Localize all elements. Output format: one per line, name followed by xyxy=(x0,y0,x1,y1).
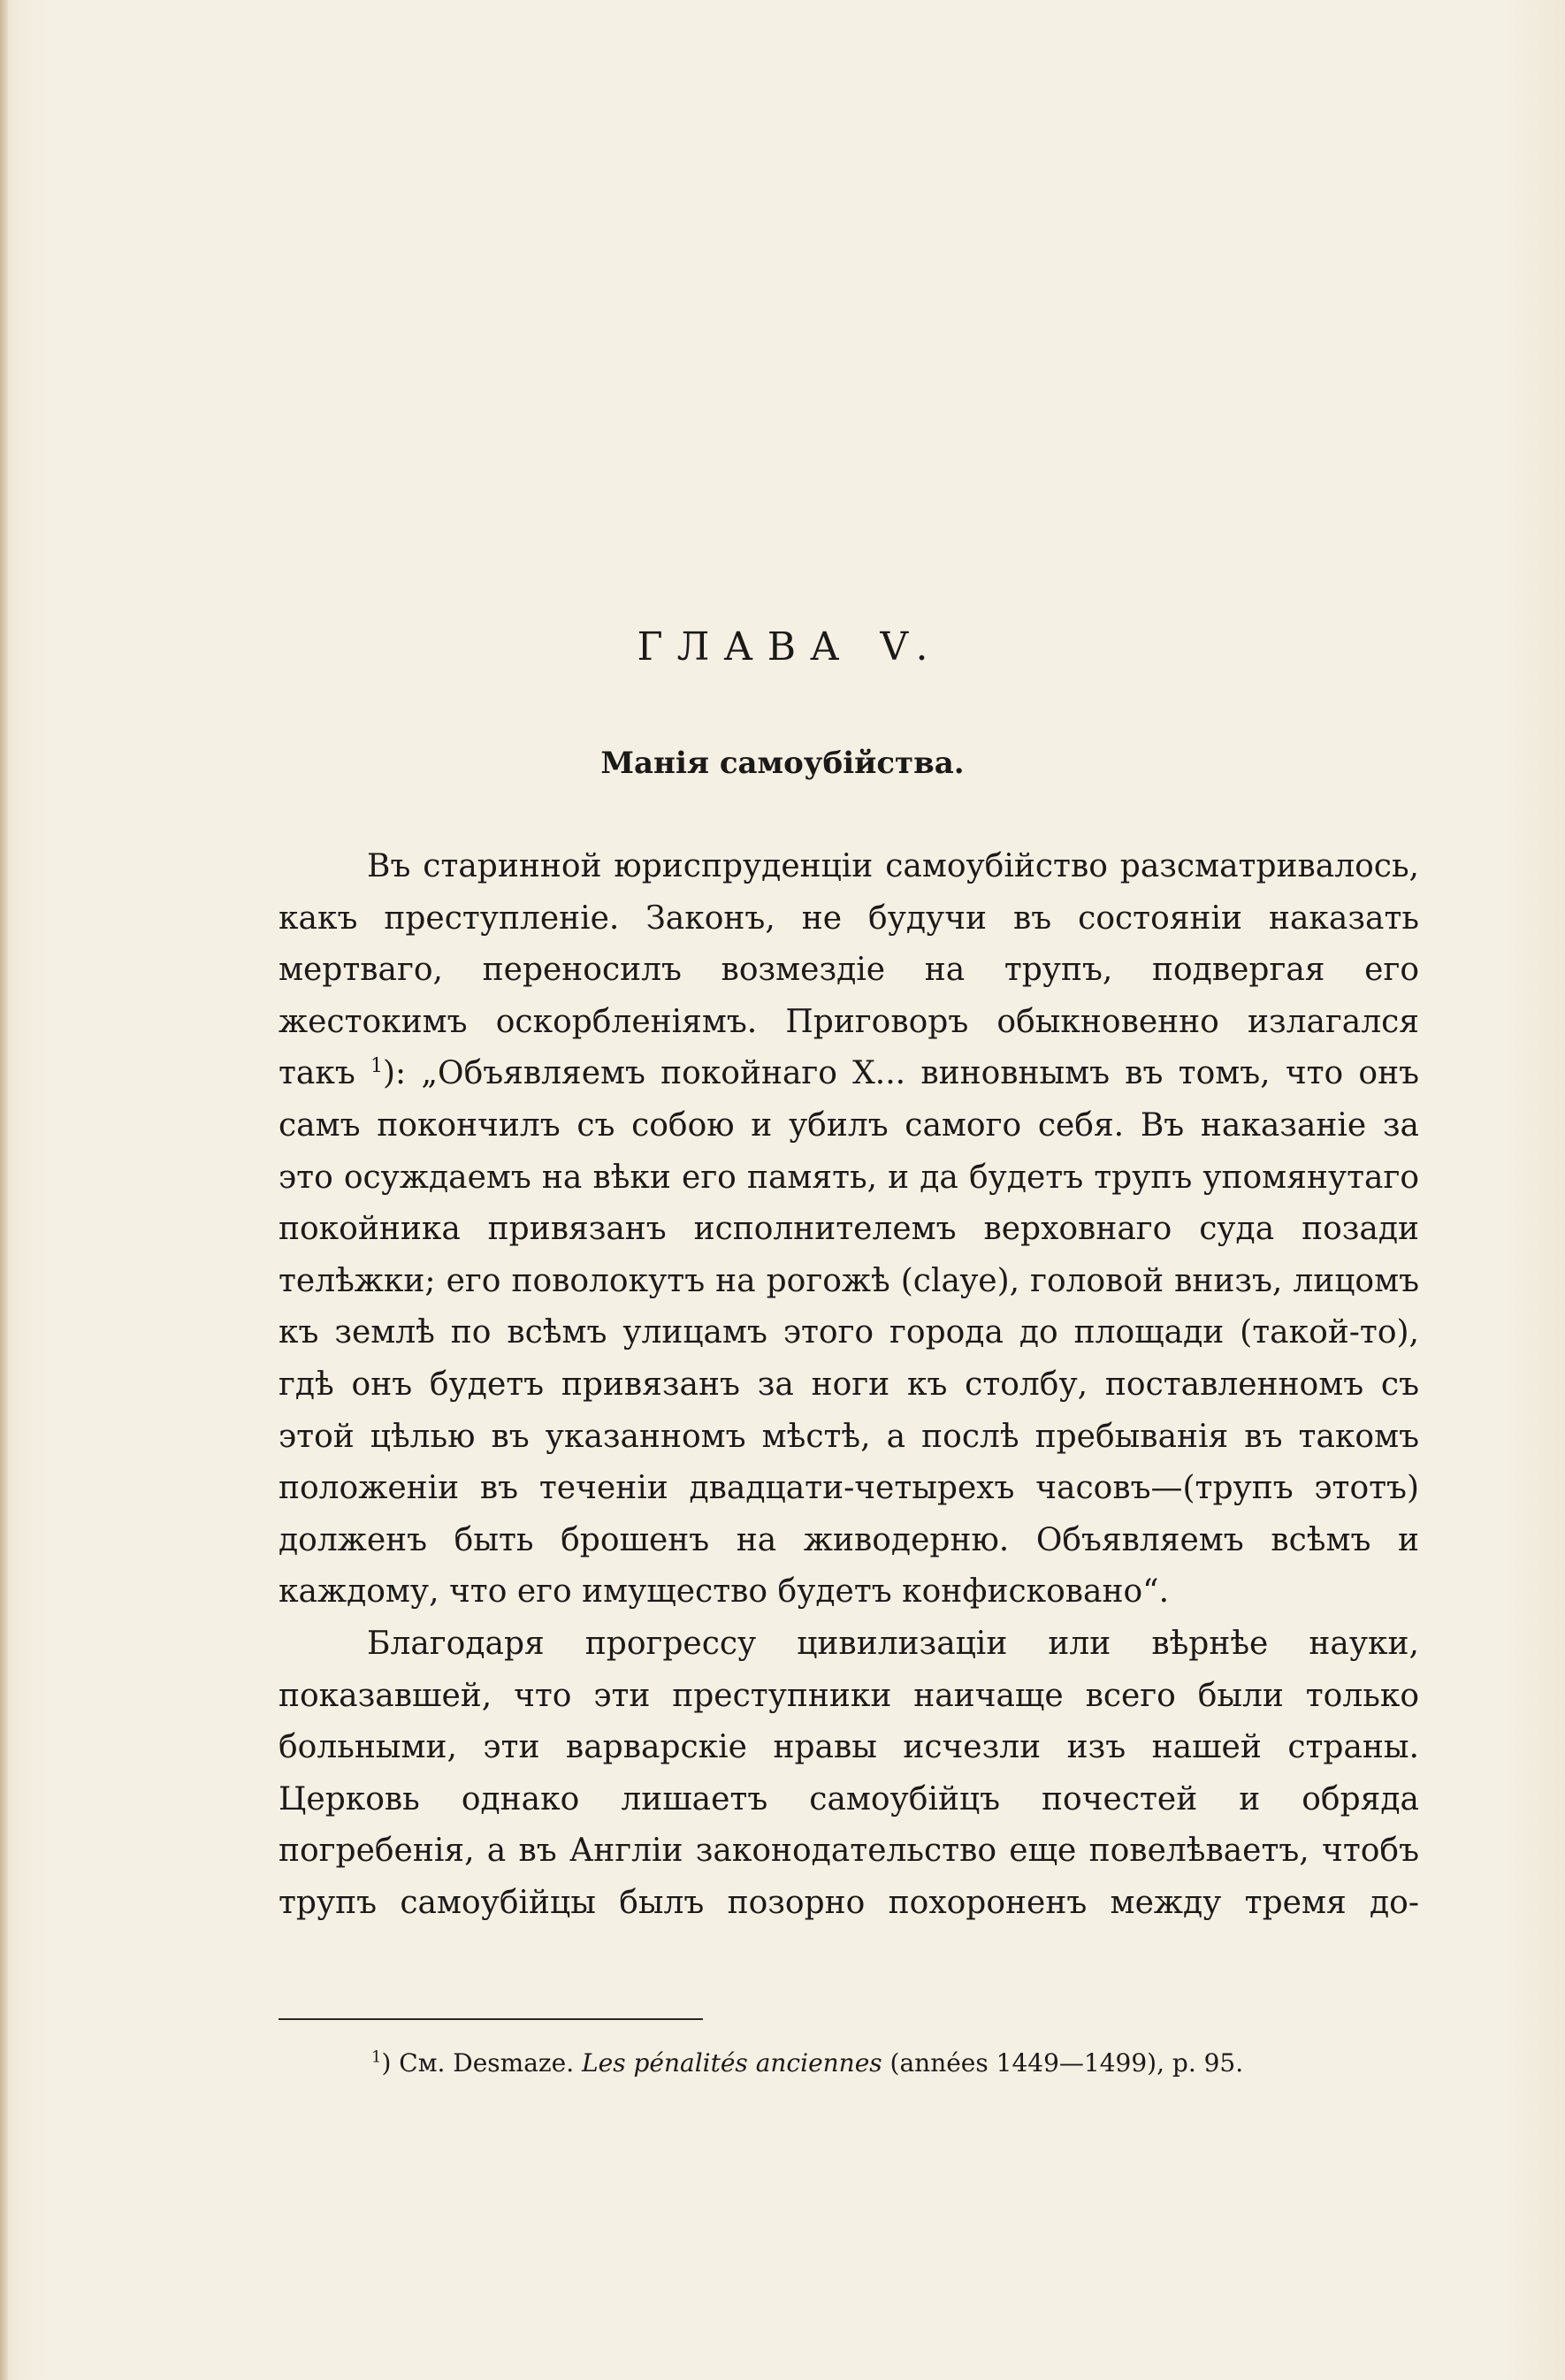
page-binding-edge xyxy=(0,0,8,2380)
paragraph-2 xyxy=(279,1619,1419,1930)
footnote-reference[interactable]: 1 xyxy=(370,1055,384,1078)
footnote-suffix: (années 1449—1499), p. 95. xyxy=(882,2048,1244,2078)
paragraph-1-text-end: ): „Объявляемъ покойнаго X... виновнымъ въ томъ, что онъ самъ покончилъ съ собою и убилъ самого себя. Въ наказаніе за это осуждаемъ на вѣки его память, и да будетъ трупъ упомянутаго покойника привязанъ исполнителемъ верховнаго суда позади телѣжки; его поволокутъ на рогожѣ (claye), головой внизъ, лицомъ къ землѣ по всѣмъ улицамъ этого города до площади (такой-то), гдѣ онъ будетъ привязанъ за ноги къ столбу, поставленномъ съ этой цѣлью въ указанномъ мѣстѣ, а послѣ пребыванія въ такомъ положеніи въ теченіи двадцати-четырехъ часовъ—(трупъ этотъ) долженъ быть брошенъ на живодерню. Объявляемъ всѣмъ и каждому, что его имущество будетъ конфисковано“. xyxy=(279,1055,1419,1611)
paragraph-1-text-start: Въ старинной юриспруденціи самоубійство разсматривалось, какъ преступленіе. Законъ, не будучи въ состояніи наказать мертваго, переносилъ возмездіе на трупъ, подвергая его жестокимъ оскорбленіямъ. Приговоръ обыкновенно излагался такъ xyxy=(279,848,1419,1092)
footnote xyxy=(371,2046,1432,2081)
paragraph-2-text: Благодаря прогрессу цивилизаціи или вѣрнѣе науки, показавшей, что эти преступники наичаще всего были только больными, эти варварскіе нравы исчезли изъ нашей страны. Церковь однако лишаетъ самоубійцъ почестей и обряда погребенія, а въ Англіи законодательство еще повелѣваетъ, чтобъ трупъ самоубійцы былъ позорно похороненъ между тремя до- xyxy=(279,1625,1419,1921)
footnote-mark: 1 xyxy=(371,2047,382,2067)
chapter-title: ГЛАВА V. xyxy=(637,624,943,670)
paragraph-1 xyxy=(279,841,1419,1619)
footnote-divider xyxy=(279,2018,703,2020)
footnote-source-title: Les pénalités anciennes xyxy=(582,2048,882,2078)
footnote-prefix: ) См. Desmaze. xyxy=(381,2048,583,2078)
chapter-subtitle: Манія самоубійства. xyxy=(600,746,965,781)
body-text xyxy=(279,841,1419,1929)
